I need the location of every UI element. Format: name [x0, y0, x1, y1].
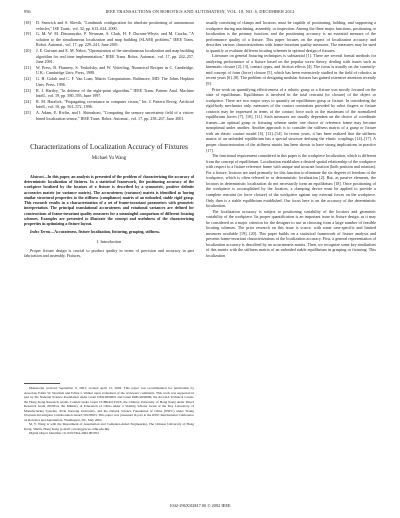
index-terms	[24, 229, 194, 234]
body-paragraph: Prior work on quantifying effectiveness of a robotic grasp or a fixture was mostly focused on the state of equilibrium. Equilibrium is involved in the total restraint (or closure) of the object or workpiece. There are two major ways to quantify an equilibrium grasp or fixture. In considering the rigid-body mechanics only, measures of the contact constraints provided by robot fingers or fixture contacts may be expressed in terms of the contact force such as the maximum of the normalized equilibrium forces [7], [10], [11]. Such measures are usually dependent on the choice of coordinate frames—an optimal grasp or fixturing scheme under one choice of reference frame may become nonoptimal under another. Another approach is to consider the stiffness matrix of a grasp or fixture with an elastic contact model [6], [12]–[14]. In recent years, it has been realized that the stiffness matrix of an unloaded equilibrium has a special structure defining the elastic couplings [14]–[17]. A proper characterization of the stiffness matrix has been shown to have strong implications in practice [17].	[206, 86, 376, 153]
reference-item: [21] W. Press, B. Flannery, S. Teukolsky, and W. Vetterling, Numerical Recipes in C. Cambridge, U.K.: Cambridge Univ. Press, 1988.	[24, 64, 194, 76]
abstract	[24, 174, 194, 227]
reference-item: [24] R. M. Haralick, "Propagating covariance in computer vision," Int. J. Pattern Recog. Artificial Intell., vol. 10, pp. 561–572, 1996.	[24, 98, 194, 110]
footnote-rule	[24, 383, 60, 384]
paper-author: Michael Yu Wang	[91, 156, 127, 162]
reference-item: [25] A. Adam, E. Rivlin, and I. Shimshoni, "Computing the sensory uncertainty field of a vision-based localization sensor," IEEE Trans. Robot. Automat., vol. 17, pp. 258–267, June 2001.	[24, 110, 194, 121]
page-number: 956	[24, 9, 31, 14]
journal-header: IEEE TRANSACTIONS ON ROBOTICS AND AUTOMATION, VOL. 18, NO. 6, DECEMBER 2012	[105, 9, 295, 14]
intro-paragraph: Proper fixture design is crucial to product quality in terms of precision and accuracy in part fabrication and assembly. Fixtures,	[24, 247, 194, 259]
abstract-label: Abstract—	[30, 173, 48, 179]
reference-item: [20] J. E. Guivant and E. M. Nebot, "Optimization of the simultaneous localization and map building algorithm for real time implementation," IEEE Trans. Robot. Automat., vol. 17, pp. 242–257, June 2001.	[24, 48, 194, 65]
footnote	[24, 383, 194, 436]
right-column	[206, 20, 376, 259]
body-paragraph: usually consisting of clamps and locators, must be capable of positioning, holding, and supporting a workpiece during machining, assembly, or inspection. Among the three major functions, positioning or localization is the primary function, and the positioning accuracy is an essential measure of the performance quality of a fixture. This paper focuses on the aspect of localization accuracy and describes various characterizations with frame-invariant quality measures. The measures may be used to quantify or evaluate different locating schemes in optimal design of fixtures.	[206, 20, 376, 53]
footnote-paragraph: Digital Object Identifier 10.1109/TRA.2002.805052	[29, 431, 99, 436]
section-heading: I. Introduction	[96, 238, 122, 244]
abstract-text: In this paper, an analysis is presented of the problem of characterizing the accuracy of deterministic localization of fixtures. In a statistical framework, the positioning accuracy of the workpiece localized by the locators of a fixture is described by a symmetric, positive definite accuracies matrix (or variance matrix). The accurateness (variance) matrix is identified as having similar structural properties to the stiffness (compliance) matrix of an unloaded, stable rigid grasp. This research results in a characterization of a set of frame-invariant parameters with geometric interpretation. The principal translational accurateness and rotational variances are defined for constructions of frame-invariant quality measures for a meaningful comparison of different locating schemes. Examples are presented to illustrate the concept and usefulness of the characterizing properties in optimizing a fixture layout.	[24, 173, 194, 227]
left-column	[24, 20, 194, 259]
reference-item: [18] D. Snowick and S. Skevik, "Landmark configuration for absolute positioning of autonomous vehicles," ISE Trans., vol. 32, pp. 613–624, 2000.	[24, 20, 194, 31]
reference-item: [23] R. I. Hartley, "In defense of the eight-point algorithm," IEEE Trans. Pattern Anal. Machine Intell., vol. 19, pp. 580–593, June 1997.	[24, 87, 194, 99]
body-paragraph: The localization accuracy is subject to positioning variability of the locators and geometric variability of the workpiece. Its proper quantification is an important issue in fixture design, as it may be considered as a major criterion for the designer to use in choosing from a large number of feasible locating schemes. The prior research on this issue is scarce, with some case-specific and limited measures available [19], [20]. This paper builds on a statistical framework of fixture analysis and presents frame-invariant characterizations of the localization accuracy. First, a general representation of localization accuracy is described by an accurateness matrix. Then, we recognize some key similarities of this matrix with the stiffness matrix of an unloaded stable equilibrium in grasping or fixturing. This localization	[206, 208, 376, 258]
doi-line: 1042-296X/02$17.00 © 2002 IEEE	[169, 503, 231, 508]
body-paragraph: Literature on general fixturing techniques is substantial [1]. There are several formal methods for analyzing performance of a fixture based on the popular screw theory, dealing with issues such as kinematic closure [2], [3], contact types, and friction effects [4]. The focus is usually on the currently-mid concept of form (force) closure [5], which has been extensively studied in the field of robotics in recent years [6]–[8]. The problem of designing modular fixtures has gained extensive attention recently [9].	[206, 53, 376, 87]
running-header	[24, 9, 376, 17]
index-terms-text: Accurateness, fixture localization, fixturing, grasping, stiffness.	[54, 228, 161, 234]
reference-item: [19] G. M. W. M. Dissanayake, P. Newman, S. Clark, H. F. Durrant-Whyte, and M. Csorba, "A solution to the simultaneous localization and map building (SLAM) problem," IEEE Trans. Robot. Automat., vol. 17, pp. 229–241, June 2001.	[24, 31, 194, 48]
reference-item: [22] G. H. Golub and C. F. Van Loan, Matrix Computations. Baltimore, MD: The Johns Hopkins Univ. Press, 1996.	[24, 76, 194, 87]
paper-title: Characterizations of Localization Accuracy of Fixtures	[30, 143, 188, 152]
footnote-paragraph: Manuscript received September 9, 2001; revised April 12, 2002. This paper was recommended for publication by Associate Editor W. Newman and Editor I. Walker upon evaluation of the reviewers' comments. This work was supported in part by the National Science Foundation under Grant DMI-9696691 and Grant DMI-9696686, the ALCOA Technical Center, the Hong Kong Research Grants Council under Grant CUHK4213/01E, the Chinese University of Hong Kong under Direct Research Grant 2050254, the Ministry of Education of China under a Visiting Scholar Grant at the Key Laboratory of Manufacturing Systems, Xi'an Jiaotong University, and the Natural Science Foundation of China (NSFC) under Young Overseas Investigator Collaboration Award 50128503. This paper was presented in part at the IEEE International Conference on Robotics and Automation, Washington, DC, May 2002.	[24, 386, 194, 422]
reference-list	[24, 20, 194, 121]
index-terms-label: Index Terms—	[30, 228, 55, 234]
footnote-paragraph: M. Y. Wang is with the Department of Automation and Computer-Aided Engineering, The Chinese University of Hong Kong, Shatin, Hong Kong (e-mail: yuwang@acae.cuhk.edu.hk).	[24, 422, 194, 431]
body-paragraph: The functional requirement considered in this paper is the workpiece localization, which is different from the concept of equilibrium. Localization establishes a desired spatial relationship of the workpiece with respect to a fixture reference frame with unique and accurate location (both position and rotation). For a fixture, locators are used primarily for this function to eliminate the six degrees of freedom of the workpiece, which is often referred to as deterministic localization [2]. But, as passive elements, the locators in deterministic localization do not necessarily form an equilibrium [18]. Once positioning of the workpiece is accomplished by the locators, a clamping device must be applied to provide a complete restraint (or force closure) of the workpiece against any external forces on the workpiece. Only then is a stable equilibrium established. Our focus here is on the accuracy of the deterministic localization.	[206, 153, 376, 209]
